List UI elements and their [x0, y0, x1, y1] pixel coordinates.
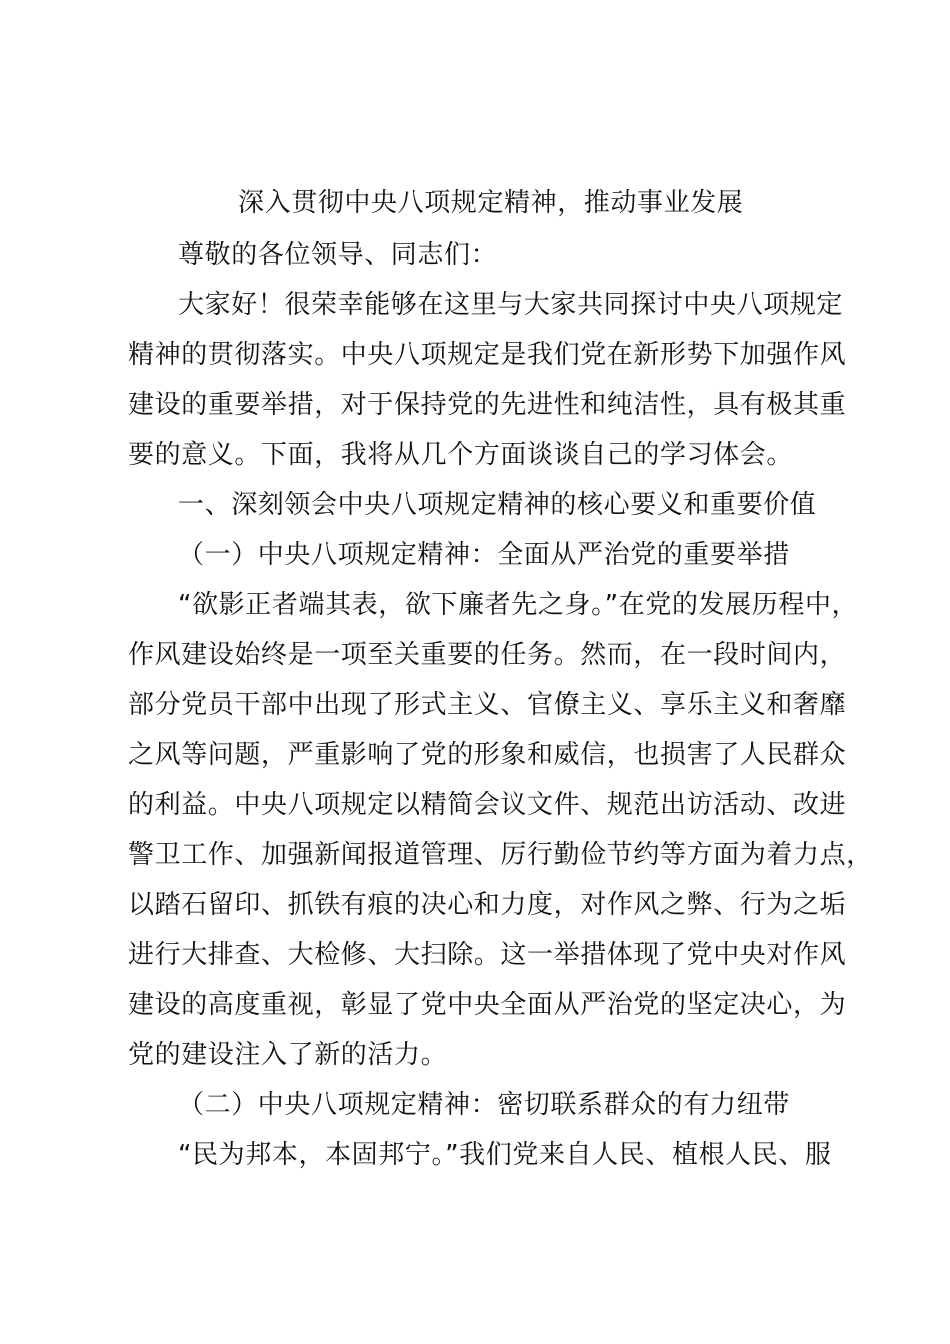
paragraph-line: 建设的高度重视，彰显了党中央全面从严治党的坚定决心，为 [128, 990, 847, 1020]
paragraph-line: 警卫工作、加强新闻报道管理、厉行勤俭节约等方面为着力点， [128, 840, 873, 870]
paragraph-line: 部分党员干部中出现了形式主义、官僚主义、享乐主义和奢靡 [128, 690, 847, 720]
paragraph-line: 以踏石留印、抓铁有痕的决心和力度，对作风之弊、行为之垢 [128, 890, 847, 920]
document-title: 深入贯彻中央八项规定精神，推动事业发展 [238, 188, 744, 218]
paragraph-line: 作风建设始终是一项至关重要的任务。然而，在一段时间内， [128, 640, 847, 670]
intro-line: 要的意义。下面，我将从几个方面谈谈自己的学习体会。 [128, 440, 794, 470]
paragraph-line: 之风等问题，严重影响了党的形象和威信，也损害了人民群众 [128, 740, 847, 770]
paragraph-line: 的利益。中央八项规定以精简会议文件、规范出访活动、改进 [128, 790, 847, 820]
subsection-heading: （一）中央八项规定精神：全面从严治党的重要举措 [178, 540, 790, 570]
greeting: 尊敬的各位领导、同志们： [178, 240, 498, 270]
subsection-heading: （二）中央八项规定精神：密切联系群众的有力纽带 [178, 1090, 790, 1120]
paragraph-line: 进行大排查、大检修、大扫除。这一举措体现了党中央对作风 [128, 940, 847, 970]
intro-line: 精神的贯彻落实。中央八项规定是我们党在新形势下加强作风 [128, 340, 847, 370]
paragraph-line: “欲影正者端其表，欲下廉者先之身。”在党的发展历程中， [178, 590, 859, 620]
intro-line: 大家好！很荣幸能够在这里与大家共同探讨中央八项规定 [178, 290, 844, 320]
section-heading: 一、深刻领会中央八项规定精神的核心要义和重要价值 [178, 490, 817, 520]
intro-line: 建设的重要举措，对于保持党的先进性和纯洁性，具有极其重 [128, 390, 847, 420]
paragraph-line: 党的建设注入了新的活力。 [128, 1040, 448, 1070]
paragraph-line: “民为邦本，本固邦宁。”我们党来自人民、植根人民、服 [178, 1140, 832, 1170]
